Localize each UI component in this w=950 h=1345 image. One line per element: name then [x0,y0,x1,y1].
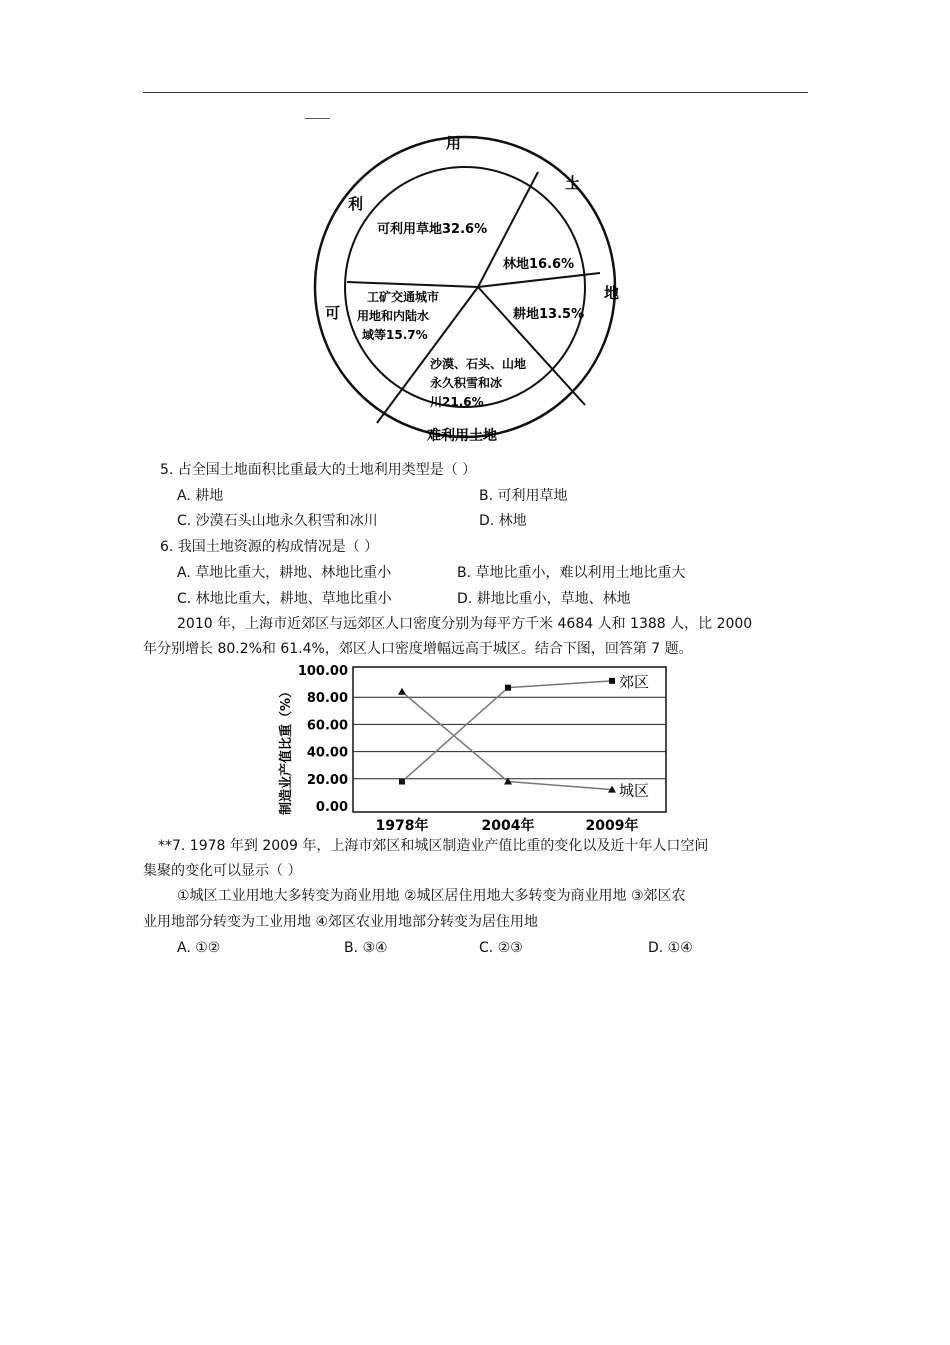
q7-option-a: A. ①② [177,940,221,956]
q6-option-d: D. 耕地比重小，草地、林地 [457,591,631,607]
slice-label-gongkuang-2: 用地和内陆水 [357,309,430,323]
q5-stem: 5. 占全国土地面积比重最大的土地利用类型是（ ） [160,462,477,478]
series-point [399,779,405,785]
series-label: 城区 [619,781,650,800]
series-point [505,685,511,691]
y-tick-labels [298,664,348,815]
series-point [398,688,406,695]
q6-option-a: A. 草地比重大，耕地、林地比重小 [177,565,392,581]
q5-option-d: D. 林地 [479,513,527,529]
q7-option-d: D. ①④ [648,940,693,956]
y-tick-label: 60.00 [306,718,348,734]
series-line-chengqu [402,692,612,790]
q7-statement-line-2: 业用地部分转变为工业用地 ④郊区农业用地部分转变为居住用地 [143,914,538,930]
q5-option-a: A. 耕地 [177,488,224,504]
intro-line-2: 年分别增长 80.2%和 61.4%，郊区人口密度增幅远高于城区。结合下图，回答第 7 题。 [143,641,693,657]
outer-label-di: 地 [604,284,620,302]
q5-option-c: C. 沙漠石头山地永久积雪和冰川 [177,513,378,529]
outer-label-tu: 土 [565,174,581,192]
x-tick-label: 2004年 [481,818,535,834]
manufacturing-share-chart [270,662,690,834]
y-tick-label: 40.00 [306,745,348,761]
series-line-jiaoqu [402,681,612,782]
x-tick-label: 1978年 [375,818,429,834]
q7-option-c: C. ②③ [479,940,523,956]
y-tick-label: 80.00 [306,691,348,707]
slice-label-lindi: 林地16.6% [503,257,575,272]
slice-label-gongkuang-1: 工矿交通城市 [367,290,440,304]
grid-lines [353,697,666,779]
slice-label-caodi: 可利用草地32.6% [377,222,488,237]
x-tick-labels [376,817,639,834]
q6-option-c: C. 林地比重大，耕地、草地比重小 [177,591,392,607]
y-tick-label: 20.00 [306,772,348,788]
slice-label-shamo-1: 沙漠、石头、山地 [430,357,527,371]
slice-label-shamo-2: 永久积雪和冰 [430,376,503,390]
series [398,673,649,800]
y-axis-label: 制造业产值比重（%） [279,684,294,816]
outer-label-yong: 用 [446,134,462,152]
outer-label-li: 利 [348,195,364,213]
q7-stem-2: 集聚的变化可以显示（ ） [143,863,302,879]
slice-label-gengdi: 耕地13.5% [513,307,585,322]
slice-label-shamo-3: 川21.6% [430,395,484,409]
q7-stem-1: **7. 1978 年到 2009 年，上海市郊区和城区制造业产值比重的变化以及近十年人口空间 [158,838,709,854]
q5-option-b: B. 可利用草地 [479,488,568,504]
header-rule [143,92,808,93]
y-tick-label: 100.00 [297,664,348,679]
series-point [609,678,615,684]
q7-statement-line-1: ①城区工业用地大多转变为商业用地 ②城区居住用地大多转变为商业用地 ③郊区农 [177,888,686,904]
y-tick-label: 0.00 [315,800,348,815]
land-use-pie-chart [300,118,620,453]
slice-label-gongkuang-3: 域等15.7% [362,328,428,342]
q7-option-b: B. ③④ [344,940,388,956]
series-label: 郊区 [619,672,650,691]
divider-left [347,282,478,287]
outer-label-nanliyong: 难利用土地 [427,428,497,444]
outer-label-ke: 可 [325,304,341,322]
divider-right [478,273,600,287]
q6-stem: 6. 我国土地资源的构成情况是（ ） [160,539,379,555]
q6-option-b: B. 草地比重小，难以利用土地比重大 [457,565,686,581]
intro-line-1: 2010 年，上海市近郊区与远郊区人口密度分别为每平方千米 4684 人和 1388 人，比 2000 [177,616,753,632]
x-tick-label: 2009年 [585,818,639,834]
